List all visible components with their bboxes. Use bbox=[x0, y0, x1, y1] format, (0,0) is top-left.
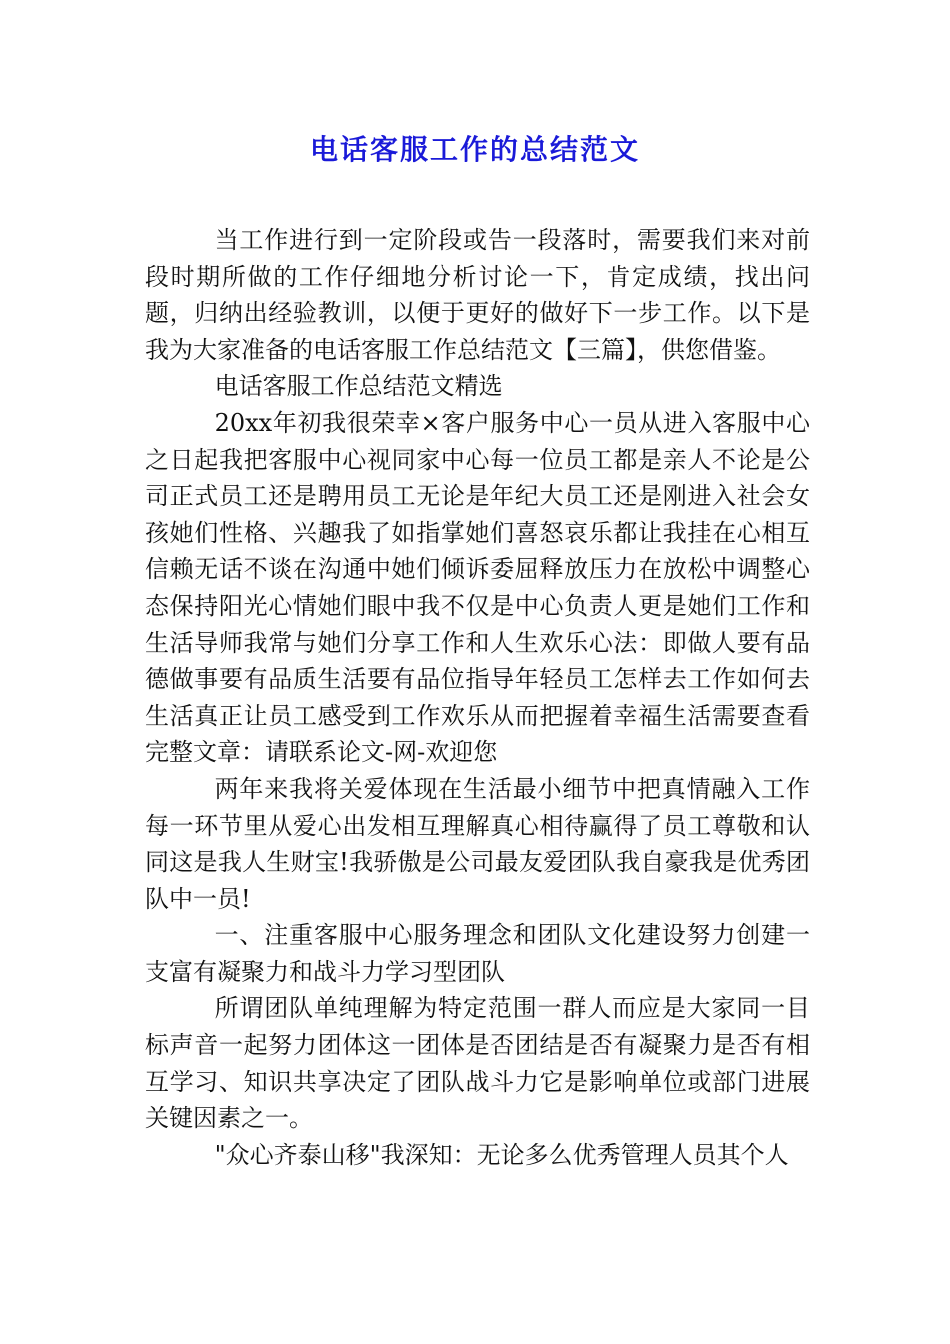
paragraph-subheading: 电话客服工作总结范文精选 bbox=[214, 372, 503, 401]
document-body bbox=[145, 222, 810, 1173]
paragraph-body: 两年来我将关爱体现在生活最小细节中把真情融入工作每一环节里从爱心出发相互理解真心相待赢得了员工尊敬和认同这是我人生财宝!我骄傲是公司最友爱团队我自豪我是优秀团队中一员! bbox=[145, 774, 810, 913]
document-title: 电话客服工作的总结范文 bbox=[309, 133, 640, 166]
paragraph-section-heading: 一、注重客服中心服务理念和团队文化建设努力创建一支富有凝聚力和战斗力学习型团队 bbox=[145, 921, 810, 986]
paragraph-intro: 当工作进行到一定阶段或告一段落时，需要我们来对前段时期所做的工作仔细地分析讨论一下，肯定成绩，找出问题，归纳出经验教训，以便于更好的做好下一步工作。以下是我为大家准备的电话客服工作总结范文【三篇】，供您借鉴。 bbox=[145, 226, 810, 364]
paragraph-body: "众心齐泰山移"我深知：无论多么优秀管理人员其个人 bbox=[214, 1140, 789, 1169]
paragraph-body: 20xx年初我很荣幸×客户服务中心一员从进入客服中心之日起我把客服中心视同家中心每一位员工都是亲人不论是公司正式员工还是聘用员工无论是年纪大员工还是刚进入社会女孩她们性格、兴趣我了如指掌她们喜怒哀乐都让我挂在心相互信赖无话不谈在沟通中她们倾诉委屈释放压力在放松中调整心态保持阳光心情她们眼中我不仅是中心负责人更是她们工作和生活导师我常与她们分享工作和人生欢乐心法：即做人要有品德做事要有品质生活要有品位指导年轻员工怎样去工作如何去生活真正让员工感受到工作欢乐从而把握着幸福生活需要查看完整文章：请联系论文-网-欢迎您 bbox=[145, 408, 810, 767]
paragraph-body: 所谓团队单纯理解为特定范围一群人而应是大家同一目标声音一起努力团体这一团体是否团结是否有凝聚力是否有相互学习、知识共享决定了团队战斗力它是影响单位或部门进展关键因素之一。 bbox=[145, 994, 810, 1133]
